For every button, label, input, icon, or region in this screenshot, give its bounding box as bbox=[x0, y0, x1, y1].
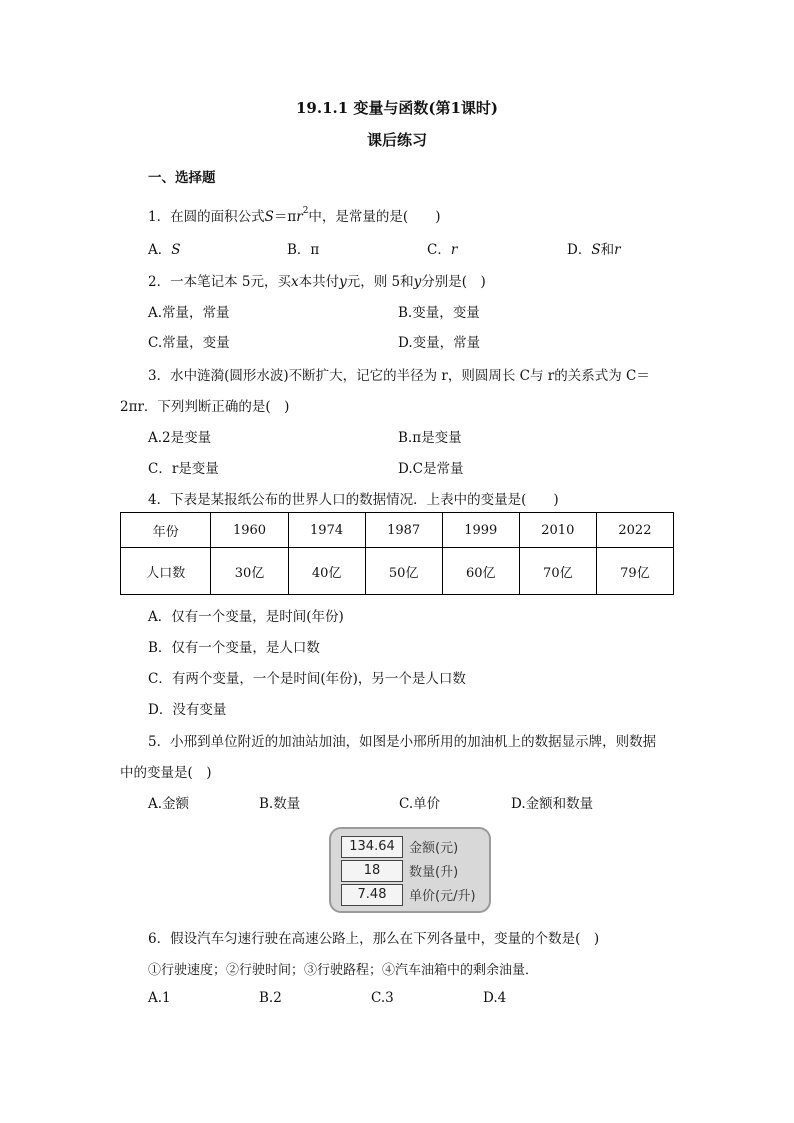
section-heading: 一、选择题 bbox=[148, 170, 216, 186]
population-table bbox=[120, 512, 674, 595]
q3-option-a[interactable]: A.2是变量 bbox=[148, 430, 212, 446]
table-cell: 人口数 bbox=[121, 548, 211, 595]
q5-option-d[interactable]: D.金额和数量 bbox=[511, 796, 594, 812]
q2-var-y2: y bbox=[413, 274, 422, 290]
q1-option-d-r: r bbox=[614, 242, 621, 258]
q1-option-d-s: S bbox=[591, 242, 601, 258]
q1-option-c[interactable] bbox=[427, 238, 457, 258]
q2-var-y: y bbox=[339, 274, 347, 290]
q1-formula-r: r bbox=[296, 209, 303, 225]
question-5-line1: 5．小邢到单位附近的加油站加油，如图是小邢所用的加油机上的数据显示牌，则数据 bbox=[148, 734, 657, 750]
q2-stem-a: 2．一本笔记本 5元，买 bbox=[148, 274, 291, 290]
q1-option-c-label: C． bbox=[427, 242, 451, 258]
amount-label: 金额(元) bbox=[409, 841, 459, 856]
table-cell: 1987 bbox=[365, 513, 442, 548]
price-label: 单价(元/升) bbox=[409, 889, 476, 904]
q3-option-d[interactable]: D.C是常量 bbox=[398, 461, 464, 477]
q3-option-b[interactable]: B.π是变量 bbox=[398, 430, 462, 446]
table-cell: 79亿 bbox=[596, 548, 673, 595]
q4-option-a[interactable]: A．仅有一个变量，是时间(年份) bbox=[148, 609, 344, 625]
question-2-stem bbox=[148, 270, 486, 290]
q2-option-a[interactable]: A.常量，常量 bbox=[148, 305, 230, 321]
q6-option-a[interactable]: A.1 bbox=[148, 990, 171, 1006]
question-5-line2: 中的变量是( ) bbox=[120, 765, 212, 781]
q4-option-b[interactable]: B．仅有一个变量，是人口数 bbox=[148, 640, 320, 656]
q6-option-b[interactable]: B.2 bbox=[259, 990, 282, 1006]
q2-var-x: x bbox=[290, 274, 299, 290]
q1-stem-b: 中，是常量的是( ) bbox=[308, 209, 441, 225]
table-row-population bbox=[121, 548, 674, 595]
q1-option-d-and: 和 bbox=[600, 242, 615, 258]
q2-option-b[interactable]: B.变量，变量 bbox=[398, 305, 480, 321]
table-cell: 1960 bbox=[211, 513, 288, 548]
q1-option-d[interactable] bbox=[567, 238, 621, 258]
q1-formula-s: S bbox=[264, 209, 274, 225]
question-4-stem: 4．下表是某报纸公布的世界人口的数据情况．上表中的变量是( ) bbox=[148, 492, 559, 508]
q1-option-c-var: r bbox=[450, 242, 458, 258]
table-cell: 60亿 bbox=[442, 548, 519, 595]
page-subtitle: 课后练习 bbox=[366, 131, 427, 149]
table-cell: 1974 bbox=[288, 513, 365, 548]
table-cell: 2022 bbox=[596, 513, 673, 548]
question-1-stem bbox=[148, 205, 440, 225]
table-row-year bbox=[121, 513, 674, 548]
q6-option-c[interactable]: C.3 bbox=[371, 990, 394, 1006]
q2-stem-b: 本共付 bbox=[298, 274, 340, 290]
table-cell: 2010 bbox=[519, 513, 596, 548]
table-cell: 40亿 bbox=[288, 548, 365, 595]
fuel-pump-display bbox=[329, 827, 491, 913]
table-cell: 30亿 bbox=[211, 548, 288, 595]
q4-option-c[interactable]: C．有两个变量，一个是时间(年份)，另一个是人口数 bbox=[148, 671, 466, 687]
table-cell: 1999 bbox=[442, 513, 519, 548]
quantity-label: 数量(升) bbox=[409, 865, 459, 880]
page-title: 19.1.1 变量与函数(第1课时) bbox=[295, 99, 499, 117]
q1-option-d-label: D． bbox=[567, 242, 592, 258]
quantity-value: 18 bbox=[341, 860, 403, 882]
q1-option-a-var: S bbox=[171, 242, 181, 258]
q6-option-d[interactable]: D.4 bbox=[483, 990, 507, 1006]
q5-option-b[interactable]: B.数量 bbox=[259, 796, 301, 812]
q2-stem-d: 分别是( ) bbox=[421, 274, 486, 290]
question-6-stem: 6．假设汽车匀速行驶在高速公路上，那么在下列各量中，变量的个数是( ) bbox=[148, 931, 600, 947]
q1-option-b[interactable]: B．π bbox=[287, 242, 320, 258]
q1-formula-eq: ＝π bbox=[273, 209, 297, 225]
q5-option-a[interactable]: A.金额 bbox=[148, 796, 190, 812]
q5-option-c[interactable]: C.单价 bbox=[399, 796, 441, 812]
q2-option-d[interactable]: D.变量，常量 bbox=[398, 335, 481, 351]
q2-option-c[interactable]: C.常量，变量 bbox=[148, 335, 230, 351]
q1-option-a[interactable] bbox=[148, 238, 181, 258]
q1-stem-a: 1．在圆的面积公式 bbox=[148, 209, 265, 225]
question-3-line1: 3．水中涟漪(圆形水波)不断扩大，记它的半径为 r，则圆周长 C与 r的关系式为 C＝ bbox=[148, 368, 650, 384]
amount-value: 134.64 bbox=[341, 836, 403, 858]
q4-option-d[interactable]: D．没有变量 bbox=[148, 702, 227, 718]
price-value: 7.48 bbox=[341, 884, 403, 906]
q3-option-c[interactable]: C．r是变量 bbox=[148, 461, 219, 477]
table-cell: 年份 bbox=[121, 513, 211, 548]
question-6-items: ①行驶速度；②行驶时间；③行驶路程；④汽车油箱中的剩余油量． bbox=[148, 963, 539, 978]
q1-formula-exp: 2 bbox=[302, 205, 309, 216]
q2-stem-c: 元，则 5和 bbox=[346, 274, 414, 290]
table-cell: 50亿 bbox=[365, 548, 442, 595]
question-3-line2: 2πr．下列判断正确的是( ) bbox=[120, 399, 290, 415]
table-cell: 70亿 bbox=[519, 548, 596, 595]
q1-option-a-label: A． bbox=[148, 242, 172, 258]
